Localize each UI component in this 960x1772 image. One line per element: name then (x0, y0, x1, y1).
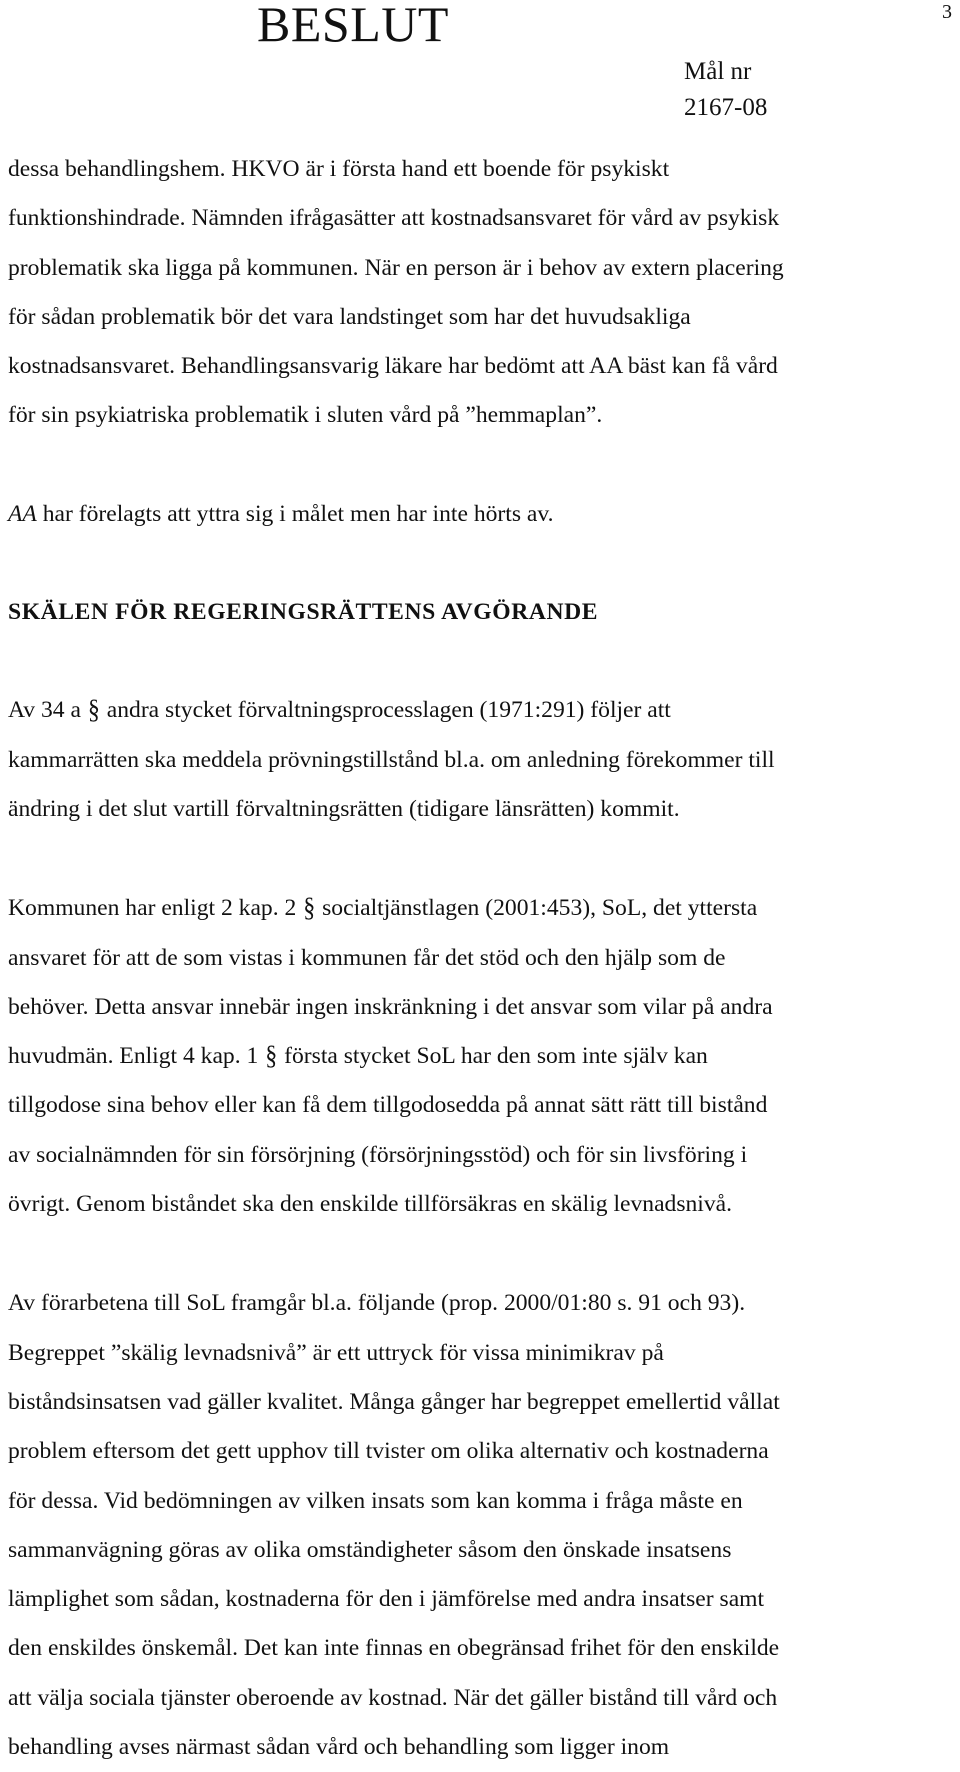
text-line: att välja sociala tjänster oberoende av kostnad. När det gäller bistånd till vård och (8, 1684, 778, 1711)
text-line: Av förarbetena till SoL framgår bl.a. följande (prop. 2000/01:80 s. 91 och 93). (8, 1290, 746, 1317)
party-name: AA (8, 500, 37, 527)
text-line: för dessa. Vid bedömningen av vilken insats som kan komma i fråga måste en (8, 1487, 743, 1514)
text-line: biståndsinsatsen vad gäller kvalitet. Många gånger har begreppet emellertid vållat (8, 1388, 780, 1415)
text-line: övrigt. Genom biståndet ska den enskilde tillförsäkras en skälig levnadsnivå. (8, 1191, 733, 1218)
section-symbol: § (303, 893, 316, 924)
text-line: av socialnämnden för sin försörjning (försörjningsstöd) och för sin livsföring i (8, 1141, 748, 1168)
section-symbol: § (87, 695, 100, 726)
case-number: 2167-08 (684, 94, 768, 121)
text-fragment: första stycket SoL har den som inte själv kan (278, 1043, 708, 1070)
text-line: tillgodose sina behov eller kan få dem tillgodosedda på annat sätt rätt till bistånd (8, 1092, 768, 1119)
text-line: problematik ska ligga på kommunen. När en person är i behov av extern placering (8, 254, 784, 281)
text-fragment: Kommunen har enligt 2 kap. 2 (8, 895, 303, 922)
text-line: kammarrätten ska meddela prövningstillstånd bl.a. om anledning förekommer till (8, 746, 775, 773)
page-number: 3 (942, 1, 952, 23)
case-label: Mål nr (684, 58, 752, 85)
text-fragment: andra stycket förvaltningsprocesslagen (1971:291) följer att (100, 697, 671, 724)
text-line: kostnadsansvaret. Behandlingsansvarig läkare har bedömt att AA bäst kan få vård (8, 353, 778, 380)
text-line (8, 490, 956, 539)
text-fragment: har förelagts att yttra sig i målet men har inte hörts av. (36, 500, 554, 527)
text-line: dessa behandlingshem. HKVO är i första hand ett boende för psykiskt (8, 156, 670, 182)
text-line: den enskildes önskemål. Det kan inte finnas en obegränsad frihet för den enskilde (8, 1635, 780, 1662)
text-line: Begreppet ”skälig levnadsnivå” är ett uttryck för vissa minimikrav på (8, 1339, 664, 1366)
text-fragment: socialtjänstlagen (2001:453), SoL, det yttersta (316, 895, 758, 922)
text-line: ändring i det slut vartill förvaltningsrätten (tidigare länsrätten) kommit. (8, 795, 680, 822)
case-number-block (684, 54, 767, 126)
document-body (8, 145, 956, 1772)
text-line: lämplighet som sådan, kostnaderna för den i jämförelse med andra insatser samt (8, 1586, 765, 1613)
text-line: funktionshindrade. Nämnden ifrågasätter att kostnadsansvaret för vård av psykisk (8, 205, 780, 232)
text-line: för sådan problematik bör det vara landstinget som har det huvudsakliga (8, 303, 691, 330)
text-line: ansvaret för att de som vistas i kommunen får det stöd och den hjälp som de (8, 944, 726, 971)
text-line: behöver. Detta ansvar innebär ingen inskränkning i det ansvar som vilar på andra (8, 993, 773, 1020)
text-line: behandling avses närmast sådan vård och behandling som ligger inom (8, 1734, 670, 1761)
text-line: sammanvägning göras av olika omständigheter såsom den önskade insatsens (8, 1536, 732, 1563)
text-line (8, 884, 956, 933)
text-line: för sin psykiatriska problematik i sluten vård på ”hemmaplan”. (8, 402, 603, 429)
text-fragment: huvudmän. Enligt 4 kap. 1 (8, 1043, 265, 1070)
section-symbol: § (265, 1041, 278, 1072)
text-fragment: Av 34 a (8, 697, 87, 724)
text-line (8, 686, 956, 735)
text-line: problem eftersom det gett upphov till tvister om olika alternativ och kostnaderna (8, 1438, 769, 1465)
document-title: BESLUT (257, 0, 449, 52)
text-line (8, 1032, 956, 1081)
section-heading: SKÄLEN FÖR REGERINGSRÄTTENS AVGÖRANDE (8, 599, 599, 626)
